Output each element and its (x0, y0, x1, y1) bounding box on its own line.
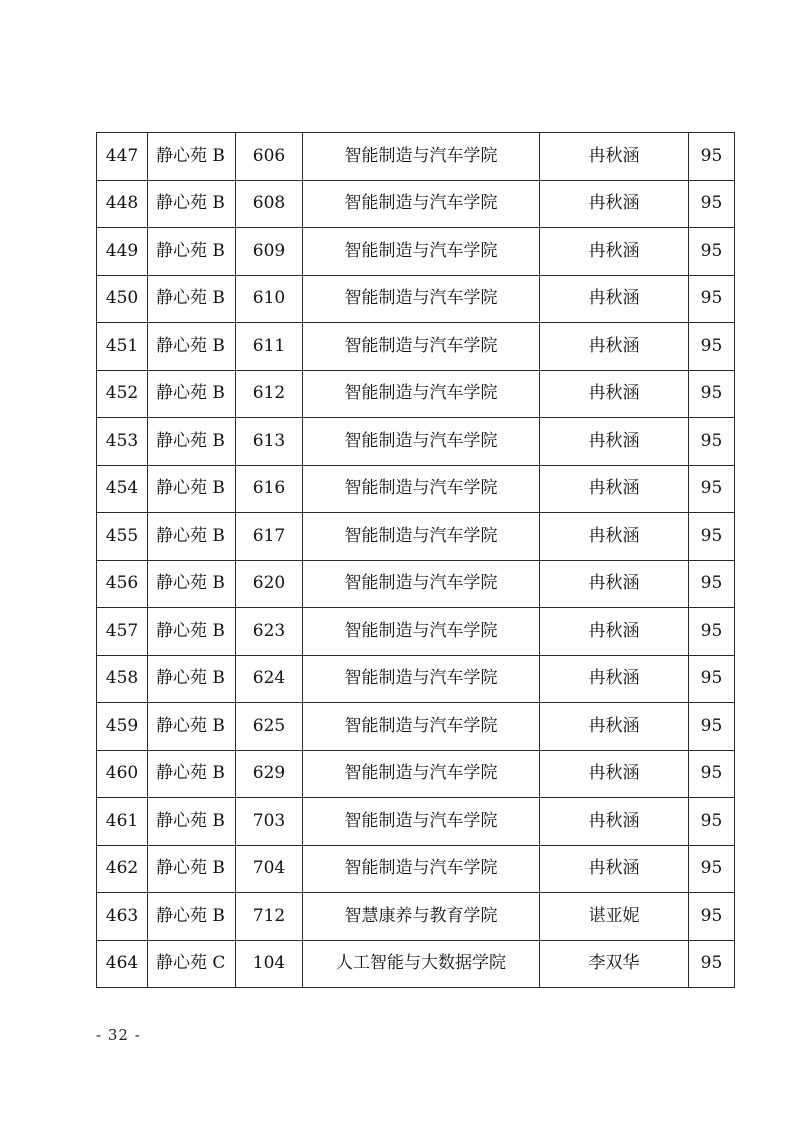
building-cell: 静心苑 B (148, 228, 236, 276)
row-number-cell: 457 (97, 608, 148, 656)
college-cell: 智能制造与汽车学院 (303, 465, 540, 513)
score-cell: 95 (689, 323, 735, 371)
room-number-cell: 623 (236, 608, 303, 656)
row-number-cell: 456 (97, 560, 148, 608)
table-row (97, 323, 735, 371)
college-cell: 智能制造与汽车学院 (303, 418, 540, 466)
building-cell: 静心苑 B (148, 180, 236, 228)
room-number-cell: 611 (236, 323, 303, 371)
row-number-cell: 462 (97, 845, 148, 893)
room-number-cell: 104 (236, 940, 303, 988)
score-cell: 95 (689, 750, 735, 798)
score-cell: 95 (689, 845, 735, 893)
building-cell: 静心苑 C (148, 940, 236, 988)
row-number-cell: 463 (97, 893, 148, 941)
building-cell: 静心苑 B (148, 655, 236, 703)
building-cell: 静心苑 B (148, 845, 236, 893)
college-cell: 智能制造与汽车学院 (303, 275, 540, 323)
building-cell: 静心苑 B (148, 418, 236, 466)
college-cell: 智能制造与汽车学院 (303, 560, 540, 608)
table-row (97, 750, 735, 798)
responsible-person-cell: 冉秋涵 (540, 465, 689, 513)
building-cell: 静心苑 B (148, 703, 236, 751)
row-number-cell: 461 (97, 798, 148, 846)
room-number-cell: 629 (236, 750, 303, 798)
responsible-person-cell: 李双华 (540, 940, 689, 988)
responsible-person-cell: 冉秋涵 (540, 418, 689, 466)
room-number-cell: 608 (236, 180, 303, 228)
table-row (97, 560, 735, 608)
responsible-person-cell: 冉秋涵 (540, 513, 689, 561)
table-row (97, 845, 735, 893)
college-cell: 人工智能与大数据学院 (303, 940, 540, 988)
row-number-cell: 450 (97, 275, 148, 323)
score-cell: 95 (689, 703, 735, 751)
college-cell: 智能制造与汽车学院 (303, 608, 540, 656)
row-number-cell: 449 (97, 228, 148, 276)
table-row (97, 513, 735, 561)
room-number-cell: 613 (236, 418, 303, 466)
room-number-cell: 703 (236, 798, 303, 846)
college-cell: 智能制造与汽车学院 (303, 370, 540, 418)
college-cell: 智能制造与汽车学院 (303, 750, 540, 798)
building-cell: 静心苑 B (148, 275, 236, 323)
responsible-person-cell: 冉秋涵 (540, 370, 689, 418)
building-cell: 静心苑 B (148, 323, 236, 371)
score-cell: 95 (689, 608, 735, 656)
room-number-cell: 624 (236, 655, 303, 703)
row-number-cell: 451 (97, 323, 148, 371)
score-cell: 95 (689, 655, 735, 703)
score-cell: 95 (689, 798, 735, 846)
score-cell: 95 (689, 893, 735, 941)
responsible-person-cell: 冉秋涵 (540, 750, 689, 798)
college-cell: 智能制造与汽车学院 (303, 655, 540, 703)
college-cell: 智能制造与汽车学院 (303, 323, 540, 371)
college-cell: 智能制造与汽车学院 (303, 703, 540, 751)
room-number-cell: 712 (236, 893, 303, 941)
responsible-person-cell: 冉秋涵 (540, 180, 689, 228)
responsible-person-cell: 冉秋涵 (540, 798, 689, 846)
building-cell: 静心苑 B (148, 798, 236, 846)
responsible-person-cell: 冉秋涵 (540, 228, 689, 276)
row-number-cell: 460 (97, 750, 148, 798)
responsible-person-cell: 冉秋涵 (540, 845, 689, 893)
row-number-cell: 459 (97, 703, 148, 751)
table-row (97, 655, 735, 703)
college-cell: 智能制造与汽车学院 (303, 513, 540, 561)
score-cell: 95 (689, 560, 735, 608)
building-cell: 静心苑 B (148, 750, 236, 798)
table-row (97, 275, 735, 323)
building-cell: 静心苑 B (148, 608, 236, 656)
score-cell: 95 (689, 465, 735, 513)
room-number-cell: 610 (236, 275, 303, 323)
table-row (97, 703, 735, 751)
responsible-person-cell: 冉秋涵 (540, 703, 689, 751)
college-cell: 智能制造与汽车学院 (303, 228, 540, 276)
responsible-person-cell: 冉秋涵 (540, 133, 689, 181)
building-cell: 静心苑 B (148, 133, 236, 181)
room-number-cell: 620 (236, 560, 303, 608)
table-row (97, 228, 735, 276)
table-row (97, 418, 735, 466)
room-number-cell: 606 (236, 133, 303, 181)
responsible-person-cell: 冉秋涵 (540, 655, 689, 703)
table-row (97, 180, 735, 228)
room-number-cell: 616 (236, 465, 303, 513)
row-number-cell: 448 (97, 180, 148, 228)
responsible-person-cell: 谌亚妮 (540, 893, 689, 941)
college-cell: 智慧康养与教育学院 (303, 893, 540, 941)
score-cell: 95 (689, 180, 735, 228)
score-cell: 95 (689, 275, 735, 323)
room-number-cell: 625 (236, 703, 303, 751)
row-number-cell: 455 (97, 513, 148, 561)
table-row (97, 608, 735, 656)
responsible-person-cell: 冉秋涵 (540, 608, 689, 656)
row-number-cell: 453 (97, 418, 148, 466)
table-row (97, 465, 735, 513)
table-row (97, 798, 735, 846)
score-cell: 95 (689, 513, 735, 561)
responsible-person-cell: 冉秋涵 (540, 323, 689, 371)
room-number-cell: 617 (236, 513, 303, 561)
room-number-cell: 612 (236, 370, 303, 418)
building-cell: 静心苑 B (148, 465, 236, 513)
score-cell: 95 (689, 133, 735, 181)
score-cell: 95 (689, 418, 735, 466)
college-cell: 智能制造与汽车学院 (303, 798, 540, 846)
college-cell: 智能制造与汽车学院 (303, 845, 540, 893)
building-cell: 静心苑 B (148, 560, 236, 608)
room-number-cell: 609 (236, 228, 303, 276)
row-number-cell: 454 (97, 465, 148, 513)
dormitory-score-table (96, 132, 735, 988)
building-cell: 静心苑 B (148, 513, 236, 561)
table-row (97, 940, 735, 988)
row-number-cell: 452 (97, 370, 148, 418)
row-number-cell: 464 (97, 940, 148, 988)
building-cell: 静心苑 B (148, 370, 236, 418)
responsible-person-cell: 冉秋涵 (540, 275, 689, 323)
score-cell: 95 (689, 370, 735, 418)
college-cell: 智能制造与汽车学院 (303, 133, 540, 181)
room-number-cell: 704 (236, 845, 303, 893)
responsible-person-cell: 冉秋涵 (540, 560, 689, 608)
row-number-cell: 458 (97, 655, 148, 703)
score-cell: 95 (689, 940, 735, 988)
college-cell: 智能制造与汽车学院 (303, 180, 540, 228)
page-number: - 32 - (96, 1026, 141, 1044)
building-cell: 静心苑 B (148, 893, 236, 941)
table-body (97, 133, 735, 988)
table-row (97, 893, 735, 941)
table-row (97, 133, 735, 181)
row-number-cell: 447 (97, 133, 148, 181)
score-cell: 95 (689, 228, 735, 276)
table-row (97, 370, 735, 418)
